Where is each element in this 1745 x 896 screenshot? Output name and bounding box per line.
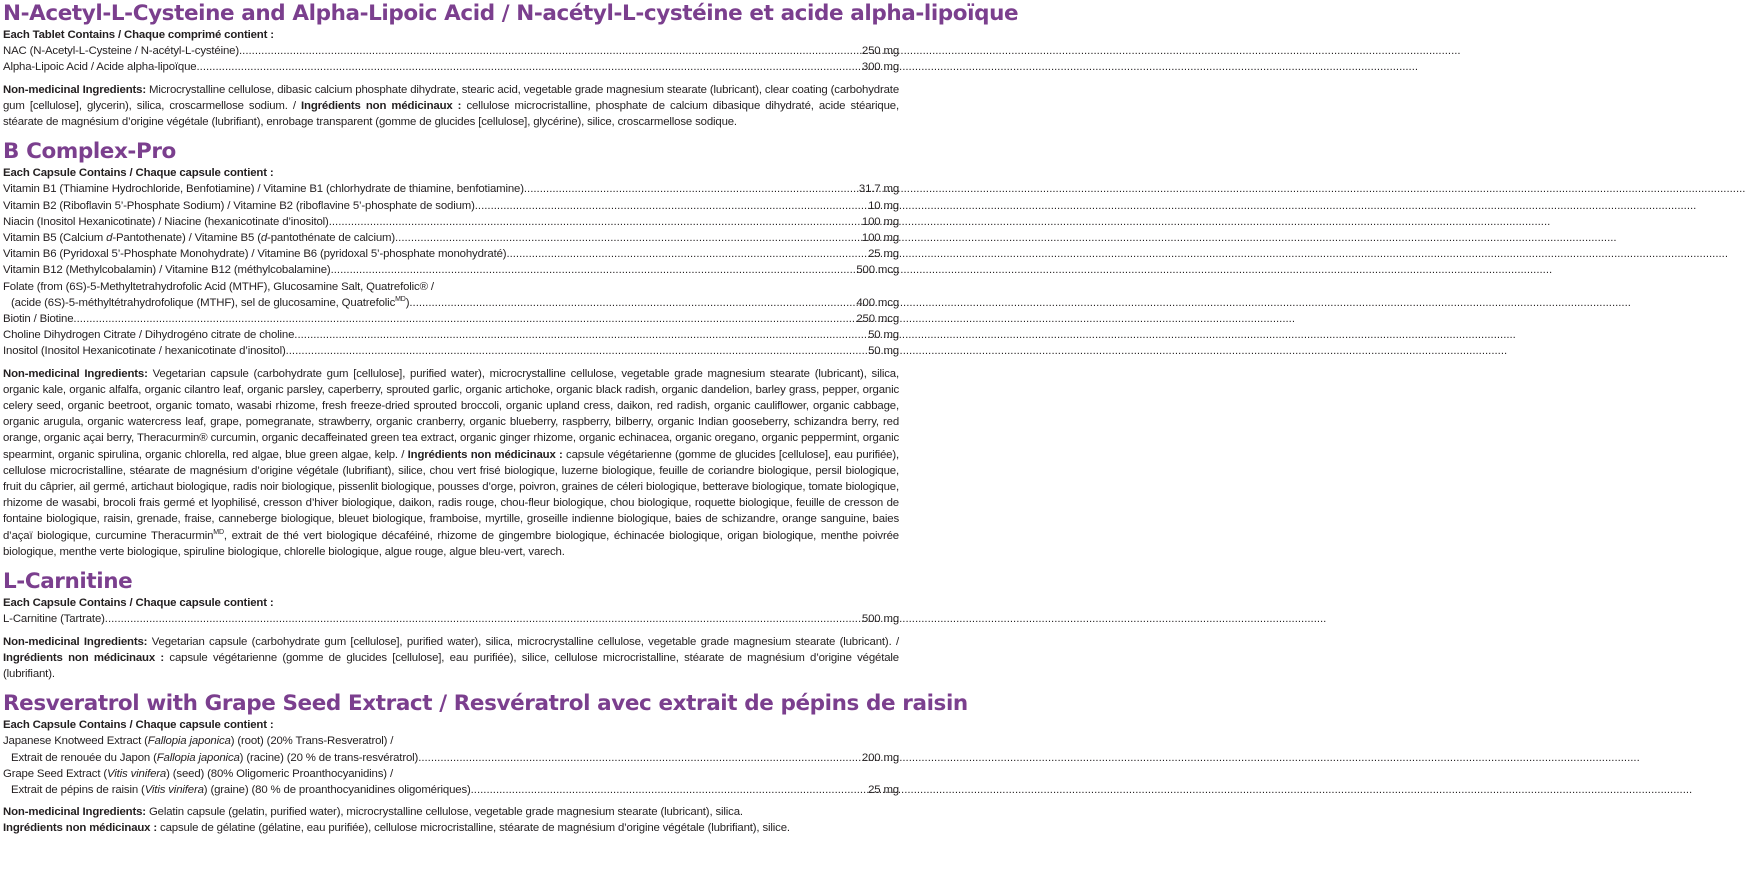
ingredient-label: NAC (N-Acetyl-L-Cysteine / N-acétyl-L-cystéine) [3, 45, 240, 58]
nmi-fr-label: Ingrédients non médicinaux : [301, 99, 462, 112]
ingredient-label: (acide (6S)-5-méthyltétrahydrofolique (MTHF), sel de glucosamine, Quatrefolic$^{MD}$) [11, 296, 410, 309]
non-medicinal-ingredients: Non-medicinal Ingredients: Vegetarian capsule (carbohydrate gum [cellulose], purified water), microcrystalline cellulose, vegetable grade magnesium stearate (lubricant), silica, organic kale, organic alfalfa, organic cilantro leaf, organic parsley, caperberry, sprouted garlic, organic artichoke, organic black radish, organic dandelion, barley grass, pepper, organic celery seed, organic beetroot, organic tomato, wasabi rhizome, fresh freeze-dried sprouted broccoli, organic upland cress, daikon, red radish, organic cauliflower, organic cabbage, organic arugula, organic watercress leaf, grape, pomegranate, strawberry, organic cranberry, organic blueberry, raspberry, bilberry, organic Indian gooseberry, schizandra berry, red orange, organic açai berry, Theracurmin® curcumin, organic decaffeinated green tea extract, organic ginger rhizome, organic echinacea, organic oregano, organic peppermint, organic spearmint, organic spirulina, organic chlorella, red algae, blue green algae, kelp. / Ingrédients non médicinaux : capsule végétarienne (gomme de glucides [cellulose], eau purifiée), cellulose microcristalline, stéarate de magnésium d’origine végétale (lubrifiant), silice, chou vert frisé biologique, luzerne biologique, feuille de coriandre biologique, persil biologique, fruit du câprier, ail germé, artichaut biologique, radis noir biologique, pissenlit biologique, pousses d’orge, poivron, graines de céleri biologique, betterave biologique, tomate biologique, rhizome de wasabi, brocoli frais germé et lyophilisé, cresson d’hiver biologique, daikon, radis rouge, chou-fleur biologique, chou biologique, roquette biologique, feuille de cresson de fontaine biologique, raisin, grenade, fraise, canneberge biologique, bleuet biologique, framboise, myrtille, groseille indienne biologique, baies de schizandre, orange sanguine, baies d’açaï biologique, curcumine Theracurmin$^{MD}$, extrait de thé vert biologique décaféiné, rhizome de gingembre biologique, échinacée biologique, origan biologique, menthe poivrée biologique, menthe verte biologique, spiruline biologique, chlorelle biologique, algue rouge, algue bleu-vert, varech. [3, 367, 899, 558]
ingredient-amount: 300 mg [861, 61, 899, 74]
product-ingredients-page [0, 1, 1019, 837]
ingredient-row [3, 214, 899, 230]
nmi-fr-text: capsule végétarienne (gomme de glucides [cellulose], eau purifiée), silice, cellulose microcristalline, stéarate de magnésium d’origine végétale (lubrifiant). [3, 651, 899, 680]
ingredient-label: L-Carnitine (Tartrate) [3, 613, 105, 626]
ingredient-amount: 50 mg [868, 345, 899, 358]
ingredient-label: Vitamin B1 (Thiamine Hydrochloride, Benfotiamine) / Vitamine B1 (chlorhydrate de thiamine, benfotiamine) [3, 183, 524, 196]
ingredient-amount: 250 mcg [856, 313, 899, 326]
ingredient-row [3, 782, 899, 798]
ingredient-row [3, 750, 899, 766]
contains-heading: Each Tablet Contains / Chaque comprimé contient : [3, 29, 274, 41]
nmi-en-label: Non-medicinal Ingredients: [3, 83, 146, 96]
section-title: Resveratrol with Grape Seed Extract / Resvératrol avec extrait de pépins de raisin [3, 691, 968, 717]
nmi-fr-label: Ingrédients non médicinaux : [3, 822, 158, 835]
section-title: L-Carnitine [3, 569, 133, 595]
ingredient-amount: 25 mg [868, 783, 899, 796]
non-medicinal-ingredients [3, 804, 899, 836]
ingredient-label: Niacin (Inositol Hexanicotinate) / Niacine (hexanicotinate d’inositol) [3, 215, 329, 228]
nmi-en-label: Non-medicinal Ingredients: [3, 635, 148, 648]
ingredient-row [3, 262, 899, 278]
ingredient-label-line: Folate (from (6S)-5-Methyltetrahydrofolic Acid (MTHF), Glucosamine Salt, Quatrefolic® / [3, 280, 434, 293]
ingredient-row [3, 43, 899, 59]
contains-heading: Each Capsule Contains / Chaque capsule contient : [3, 719, 274, 732]
section-b-complex [3, 139, 899, 560]
ingredient-amount: 10 mg [868, 199, 899, 212]
non-medicinal-ingredients [3, 634, 899, 683]
ingredient-row [3, 246, 899, 262]
contains-heading: Each Capsule Contains / Chaque capsule contient : [3, 597, 274, 610]
nmi-en-text: Vegetarian capsule (carbohydrate gum [cellulose], purified water), silica, microcrystalline cellulose, vegetable grade magnesium stearate (lubricant). / [151, 635, 899, 648]
ingredient-amount: 31.7 mg [858, 183, 899, 196]
ingredient-amount: 50 mg [868, 329, 899, 342]
nmi-en-label: Non-medicinal Ingredients: [3, 367, 148, 380]
ingredient-row [3, 181, 899, 197]
nmi-fr-text: capsule végétarienne (gomme de glucides [cellulose], eau purifiée), cellulose microcristalline, stéarate de magnésium d’origine végétale (lubrifiant), silice, chou vert frisé biologique, luzerne biologique, feuille de coriandre biologique, persil biologique, fruit du câprier, ail germé, artichaut biologique, radis noir biologique, pissenlit biologique, pousses d’orge, poivron, graines de céleri biologique, betterave biologique, tomate biologique, rhizome de wasabi, brocoli frais germé et lyophilisé, cresson d’hiver biologique, daikon, radis rouge, chou-fleur biologique, chou biologique, roquette biologique, feuille de cresson de fontaine biologique, raisin, grenade, fraise, canneberge biologique, bleuet biologique, framboise, myrtille, groseille indienne biologique, baies de schizandre, orange sanguine, baies d’açaï biologique, curcumine Theracurmin [3, 448, 899, 542]
ingredient-row [3, 198, 899, 214]
ingredient-label-line: Grape Seed Extract (Vitis vinifera) (seed) (80% Oligomeric Proanthocyanidins) / [3, 767, 393, 780]
ingredient-amount: 400 mcg [856, 296, 899, 309]
nmi-en-text: Vegetarian capsule (carbohydrate gum [cellulose], purified water), microcrystalline cellulose, vegetable grade magnesium stearate (lubricant), silica, organic kale, organic alfalfa, organic cilantro leaf, organic parsley, caperberry, sprouted garlic, organic artichoke, organic black radish, organic dandelion, barley grass, pepper, organic celery seed, organic beetroot, organic tomato, wasabi rhizome, fresh freeze-dried sprouted broccoli, organic upland cress, daikon, red radish, organic cauliflower, organic cabbage, organic arugula, organic watercress leaf, grape, pomegranate, strawberry, organic cranberry, organic blueberry, raspberry, bilberry, organic Indian gooseberry, schizandra berry, red orange, organic açai berry, Theracurmin® curcumin, organic decaffeinated green tea extract, organic ginger rhizome, organic echinacea, organic oregano, organic peppermint, organic spearmint, organic spirulina, organic chlorella, red algae, blue green algae, kelp. / [3, 367, 899, 461]
ingredient-row [3, 59, 899, 75]
ingredient-label: Alpha-Lipoic Acid / Acide alpha-lipoïque [3, 61, 197, 74]
ingredient-amount: 25 mg [868, 248, 899, 261]
section-resveratrol [3, 691, 968, 836]
ingredient-row [3, 343, 899, 359]
nmi-fr-label: Ingrédients non médicinaux : [3, 651, 165, 664]
section-title: B Complex-Pro [3, 139, 176, 165]
nmi-en-label: Non-medicinal Ingredients: [3, 806, 146, 819]
ingredient-label: Extrait de renouée du Japon (Fallopia japonica) (racine) (20 % de trans-resvératrol) [11, 751, 419, 764]
nmi-en-text: Microcrystalline cellulose, dibasic calcium phosphate dihydrate, stearic acid, vegetable grade magnesium stearate (lubricant), clear coating (carbohydrate gum [cellulose], glycerin), silica, croscarmellose sodium. / [3, 83, 899, 112]
ingredient-amount: 100 mg [861, 232, 899, 245]
ingredient-amount: 200 mg [861, 751, 899, 764]
ingredient-amount: 250 mg [861, 45, 899, 58]
nmi-en-text: Gelatin capsule (gelatin, purified water), microcrystalline cellulose, vegetable grade magnesium stearate (lubricant), silica. [148, 806, 743, 819]
contains-heading: Each Capsule Contains / Chaque capsule contient : [3, 167, 274, 180]
ingredient-label: Inositol (Inositol Hexanicotinate / hexanicotinate d’inositol) [3, 345, 286, 358]
ingredient-label: Vitamin B2 (Riboflavin 5’-Phosphate Sodium) / Vitamine B2 (riboflavine 5’-phosphate de sodium) [3, 199, 475, 212]
ingredient-label: Biotin / Biotine [3, 313, 74, 326]
ingredient-row [3, 327, 899, 343]
ingredient-label-line: Japanese Knotweed Extract (Fallopia japonica) (root) (20% Trans-Resveratrol) / [3, 735, 394, 748]
ingredient-label: Vitamin B5 (Calcium d-Pantothenate) / Vitamine B5 (d-pantothénate de calcium) [3, 232, 396, 245]
nmi-fr-text: cellulose microcristalline, phosphate de calcium dibasique dihydraté, acide stéarique, stéarate de magnésium d’origine végétale (lubrifiant), enrobage transparent (gomme de glucides [cellulose], glycérine), silice, croscarmellose sodique. [3, 99, 899, 129]
ingredient-row [3, 611, 899, 627]
ingredient-amount: 100 mg [861, 215, 899, 228]
ingredient-label: Vitamin B6 (Pyridoxal 5’-Phosphate Monohydrate) / Vitamine B6 (pyridoxal 5’-phosphate monohydraté) [3, 248, 507, 261]
ingredient-row [3, 311, 899, 327]
ingredient-row [3, 230, 899, 246]
non-medicinal-ingredients [3, 82, 899, 131]
ingredient-label: Extrait de pépins de raisin (Vitis vinifera) (graine) (80 % de proanthocyanidines oligomériques) [11, 783, 471, 796]
nmi-fr-text: capsule de gélatine (gélatine, eau purifiée), cellulose microcristalline, stéarate de magnésium d’origine végétale (lubrifiant), silice. [160, 822, 790, 835]
section-title: N-Acetyl-L-Cysteine and Alpha-Lipoic Acid / N-acétyl-L-cystéine et acide alpha-lipoïque [3, 1, 1019, 26]
section-l-carnitine [3, 569, 899, 682]
ingredient-row [3, 295, 899, 311]
ingredient-label: Choline Dihydrogen Citrate / Dihydrogéno citrate de choline [3, 329, 295, 342]
section-nac-ala [3, 1, 1019, 130]
ingredient-amount: 500 mcg [856, 264, 899, 277]
ingredient-amount: 500 mg [861, 613, 899, 626]
nmi-fr-label: Ingrédients non médicinaux : [407, 448, 563, 461]
ingredient-label: Vitamin B12 (Methylcobalamin) / Vitamine B12 (méthylcobalamine) [3, 264, 331, 277]
